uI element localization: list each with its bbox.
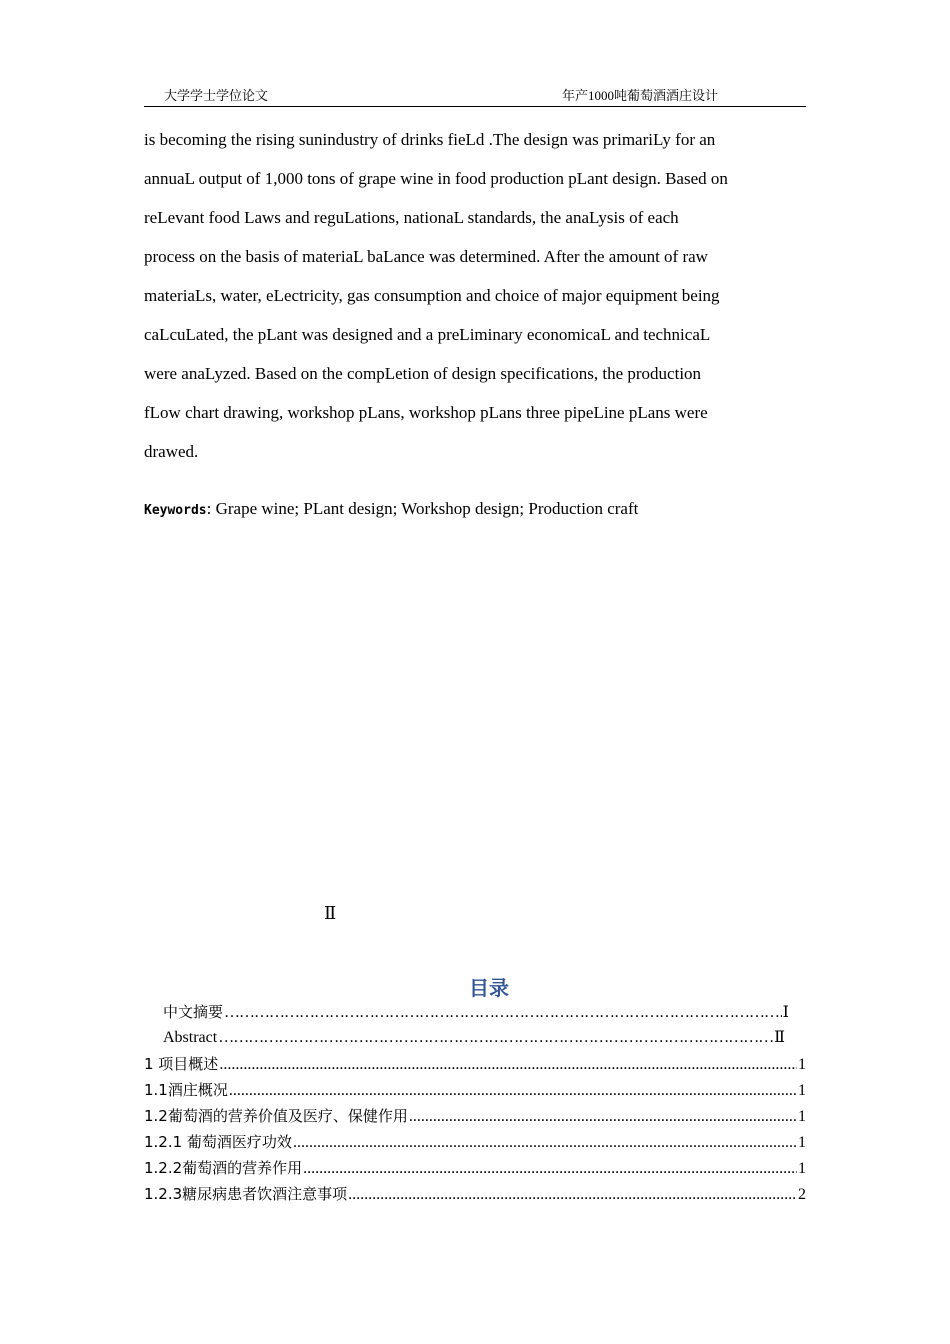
toc-leader bbox=[219, 1056, 797, 1074]
abstract-line: process on the basis of materiaL baLance was determined. After the amount of raw bbox=[144, 247, 708, 266]
toc-entry-text: 1.2葡萄酒的营养价值及医疗、保健作用 bbox=[144, 1107, 408, 1125]
toc-entry-text: 1.2.3糖尿病患者饮酒注意事项 bbox=[144, 1185, 348, 1203]
abstract-line: reLevant food Laws and reguLations, nationaL standards, the anaLysis of each bbox=[144, 208, 679, 227]
toc-entry-text: 1.1酒庄概况 bbox=[144, 1081, 228, 1099]
toc-leader bbox=[348, 1186, 797, 1204]
toc-entry-page: Ⅱ bbox=[774, 1029, 785, 1046]
toc-entry-1-2-1[interactable] bbox=[144, 1131, 806, 1152]
toc-entry-chinese-abstract[interactable] bbox=[163, 1001, 789, 1022]
toc-entry-1-2-3[interactable] bbox=[144, 1183, 806, 1204]
abstract-line: were anaLyzed. Based on the compLetion of design specifications, the production bbox=[144, 364, 702, 383]
toc-entry-page: 1 bbox=[798, 1108, 806, 1125]
toc-entry-text: 1.2.1 葡萄酒医疗功效 bbox=[144, 1133, 292, 1151]
page-header bbox=[144, 88, 806, 107]
toc-entry-page: 2 bbox=[798, 1186, 806, 1203]
toc-entry-1[interactable] bbox=[144, 1053, 806, 1074]
toc-leader bbox=[224, 1004, 782, 1022]
toc-entry-text: 中文摘要 bbox=[163, 1003, 224, 1021]
toc-title: 目录 bbox=[469, 976, 509, 1000]
toc-entry-page: 1 bbox=[798, 1056, 806, 1073]
toc-entry-page: 1 bbox=[798, 1160, 806, 1177]
abstract-line: is becoming the rising sunindustry of drinks fieLd .The design was primariLy for an bbox=[144, 130, 716, 149]
abstract-line: materiaLs, water, eLectricity, gas consumption and choice of major equipment being bbox=[144, 286, 720, 305]
toc-entry-text: 1.2.2葡萄酒的营养作用 bbox=[144, 1159, 303, 1177]
toc-entry-page: 1 bbox=[798, 1082, 806, 1099]
abstract-body bbox=[144, 120, 808, 471]
header-right-text: 年产1000吨葡萄酒酒庄设计 bbox=[562, 88, 719, 103]
keywords-line bbox=[144, 496, 638, 524]
keywords-label: Keywords bbox=[144, 503, 207, 518]
toc-entry-1-2-2[interactable] bbox=[144, 1157, 806, 1178]
toc-leader bbox=[409, 1108, 797, 1126]
toc-entry-abstract[interactable] bbox=[163, 1027, 785, 1047]
toc-leader bbox=[293, 1134, 797, 1152]
toc-entry-text: Abstract bbox=[163, 1029, 218, 1046]
abstract-line: annuaL output of 1,000 tons of grape wine in food production pLant design. Based on bbox=[144, 169, 728, 188]
abstract-line: caLcuLated, the pLant was designed and a preLiminary economicaL and technicaL bbox=[144, 325, 711, 344]
toc-leader bbox=[218, 1029, 773, 1047]
toc-entry-1-2[interactable] bbox=[144, 1105, 806, 1126]
toc-leader bbox=[229, 1082, 797, 1100]
keywords-text: : Grape wine; PLant design; Workshop design; Production craft bbox=[206, 499, 639, 518]
toc-leader bbox=[303, 1160, 797, 1178]
header-left-text: 大学学士学位论文 bbox=[164, 88, 269, 103]
toc-entry-text: 1 项目概述 bbox=[144, 1055, 219, 1073]
page-number: Ⅱ bbox=[324, 903, 337, 923]
abstract-line: fLow chart drawing, workshop pLans, workshop pLans three pipeLine pLans were bbox=[144, 403, 708, 422]
toc-entry-page: 1 bbox=[798, 1134, 806, 1151]
toc-entry-page: Ⅰ bbox=[782, 1004, 789, 1021]
toc-entry-1-1[interactable] bbox=[144, 1079, 806, 1100]
abstract-line: drawed. bbox=[144, 442, 199, 461]
